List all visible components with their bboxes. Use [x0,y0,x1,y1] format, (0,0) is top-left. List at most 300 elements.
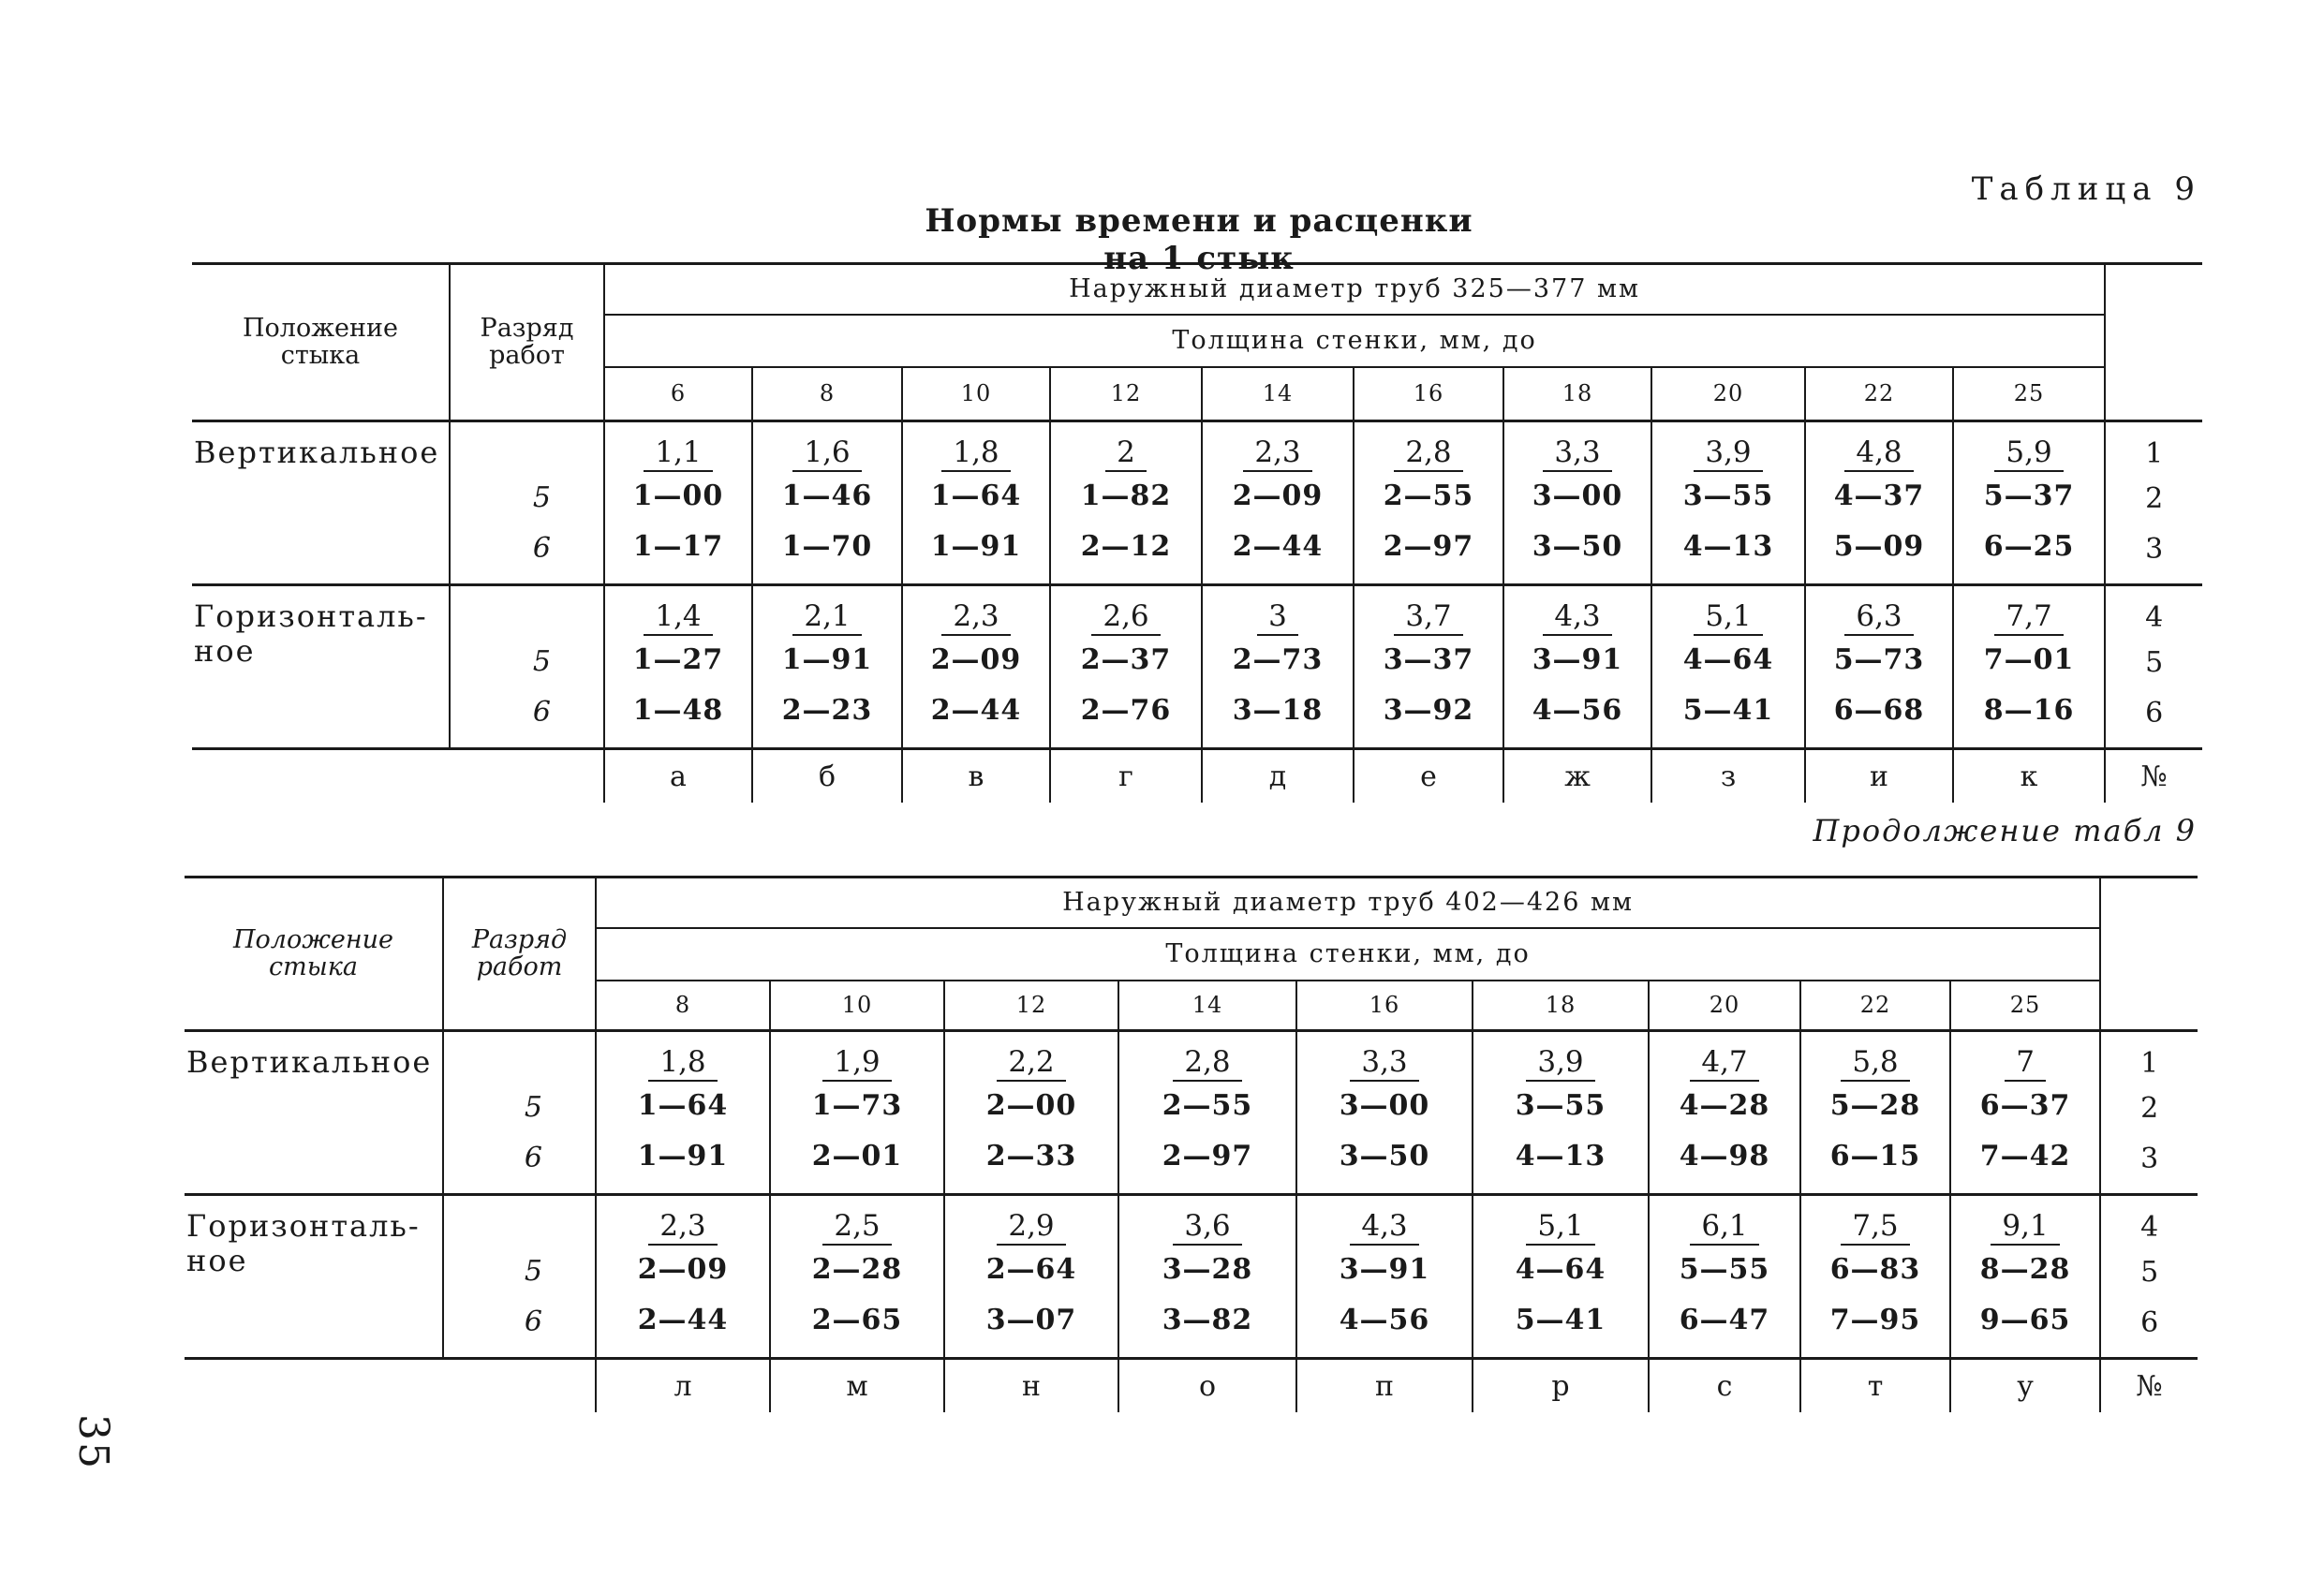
time-norm-value: 3,3 [1543,435,1611,472]
time-norm [605,597,751,635]
time-norm-value: 4,8 [1844,435,1913,472]
price-rank-6: 6—25 [1983,530,2075,563]
time-norm [1297,1207,1472,1245]
time-norm [1354,434,1502,471]
position-line: ное [194,632,256,669]
value-cell [1651,421,1805,585]
time-norm [1354,597,1502,635]
norms-table [185,876,2198,1412]
time-norm-value: 3,6 [1173,1208,1241,1246]
rank-value: 5 [532,645,551,678]
row-number: 4 [2140,1211,2159,1244]
time-norm [1473,1207,1648,1245]
row-number: 5 [2145,646,2164,679]
price-rank-6: 4—56 [1532,694,1623,727]
time-norm-value: 7 [2005,1044,2046,1082]
thickness-cell: 8 [752,367,902,421]
position-line: Горизонталь- [186,1208,421,1244]
row-number: 5 [2140,1256,2159,1289]
time-norm-value: 2,3 [648,1208,717,1246]
time-norm-value: 2,9 [997,1208,1065,1246]
position-line: Вертикальное [194,435,440,470]
time-norm [1806,434,1952,471]
time-norm-value: 2 [1105,435,1147,472]
thickness-cell: 20 [1651,367,1805,421]
time-norm [605,434,751,471]
position-cell [192,585,450,749]
value-cell [944,1031,1118,1195]
time-norm [1504,434,1650,471]
price-rank-6: 6—68 [1833,694,1925,727]
time-norm-value: 2,3 [1243,435,1311,472]
time-norm [1203,434,1353,471]
time-norm [1650,1043,1799,1081]
thickness-cell: 18 [1503,367,1651,421]
thickness-cell: 16 [1354,367,1503,421]
price-rank-6: 2—76 [1080,694,1172,727]
thickness-cell: 12 [944,981,1118,1031]
time-norm-value: 9,1 [1991,1208,2059,1246]
price-rank-6: 8—16 [1983,694,2075,727]
data-row [192,421,2202,585]
time-norm-value: 2,5 [822,1208,891,1246]
price-rank-5: 2—09 [1232,479,1324,512]
time-norm-value: 1,8 [941,435,1010,472]
time-norm-value: 7,7 [1994,598,2063,636]
value-cell [1118,1195,1296,1359]
time-norm [1119,1043,1295,1081]
value-cell [1950,1031,2100,1195]
rank-value: 5 [524,1255,542,1288]
position-cell [185,1031,443,1195]
position-header [192,264,450,421]
time-norm-value: 5,1 [1694,598,1762,636]
column-letter: с [1649,1359,1800,1413]
wall-header: Толщина стенки, мм, до [596,928,2100,981]
price-rank-6: 2—12 [1080,530,1172,563]
time-norm-value: 2,6 [1091,598,1160,636]
price-rank-6: 3—50 [1532,530,1623,563]
value-cell [1800,1031,1950,1195]
row-number: 3 [2140,1143,2159,1175]
value-cell [770,1195,944,1359]
time-norm [1504,597,1650,635]
value-cell [1473,1031,1649,1195]
price-rank-6: 1—91 [930,530,1022,563]
price-rank-5: 6—83 [1829,1253,1921,1286]
header-row [192,264,2202,315]
price-rank-6: 1—91 [637,1140,729,1173]
row-number: 4 [2145,601,2164,634]
price-rank-5: 3—55 [1682,479,1774,512]
price-rank-6: 6—47 [1679,1304,1770,1336]
time-norm [1951,1207,2099,1245]
value-cell [944,1195,1118,1359]
price-rank-5: 2—64 [985,1253,1077,1286]
price-rank-6: 2—44 [930,694,1022,727]
number-sign: № [2105,749,2202,804]
price-rank-5: 1—64 [930,479,1022,512]
price-rank-5: 4—28 [1679,1089,1770,1122]
position-line: Вертикальное [186,1044,433,1080]
value-cell [1651,585,1805,749]
price-rank-6: 1—70 [781,530,873,563]
rank-value: 6 [532,532,551,565]
thickness-cell: 20 [1649,981,1800,1031]
value-cell [902,585,1050,749]
rank-cell [450,585,604,749]
value-cell [1202,585,1354,749]
price-rank-6: 5—09 [1833,530,1925,563]
time-norm-value: 2,8 [1394,435,1462,472]
time-norm-value: 3 [1257,598,1298,636]
page-number: 35 [69,1414,117,1470]
price-rank-5: 1—00 [632,479,724,512]
time-norm [903,434,1049,471]
price-rank-5: 1—46 [781,479,873,512]
price-rank-6: 4—13 [1682,530,1774,563]
price-rank-5: 2—73 [1232,643,1324,676]
position-header-line: стыка [269,951,358,981]
rank-value: 5 [532,481,551,514]
time-norm-value: 4,3 [1350,1208,1418,1246]
position-line: Горизонталь- [194,598,428,634]
rank-value: 6 [524,1142,542,1174]
price-rank-6: 6—15 [1829,1140,1921,1173]
price-rank-5: 5—28 [1829,1089,1921,1122]
price-rank-6: 1—48 [632,694,724,727]
price-rank-5: 1—91 [781,643,873,676]
rank-value: 6 [524,1305,542,1338]
time-norm-value: 5,9 [1994,435,2063,472]
price-rank-5: 7—01 [1983,643,2075,676]
thickness-cell: 14 [1202,367,1354,421]
row-number: 2 [2140,1092,2159,1125]
number-header-blank [2100,878,2198,1031]
value-cell [1118,1031,1296,1195]
row-number-cell [2105,585,2202,749]
value-cell [1649,1195,1800,1359]
column-letter: з [1651,749,1805,804]
price-rank-5: 2—55 [1383,479,1474,512]
thickness-cell: 18 [1473,981,1649,1031]
price-rank-5: 1—64 [637,1089,729,1122]
price-rank-5: 5—73 [1833,643,1925,676]
thickness-cell: 14 [1118,981,1296,1031]
time-norm-value: 3,9 [1694,435,1762,472]
row-number: 1 [2145,437,2164,470]
row-number-cell [2105,421,2202,585]
price-rank-5: 5—37 [1983,479,2075,512]
price-rank-6: 4—98 [1679,1140,1770,1173]
column-letter: г [1050,749,1202,804]
rank-blank [444,1040,542,1083]
time-norm-value: 2,8 [1173,1044,1241,1082]
value-cell [770,1031,944,1195]
table-label: Таблица 9 [1971,170,2201,208]
letters-blank [185,1359,443,1413]
value-cell [604,421,752,585]
row-number: 6 [2145,697,2164,730]
price-rank-6: 1—17 [632,530,724,563]
price-rank-6: 3—50 [1339,1140,1430,1173]
value-cell [1953,421,2105,585]
position-cell [192,421,450,585]
value-cell [1354,421,1503,585]
price-rank-5: 3—37 [1383,643,1474,676]
position-header [185,878,443,1031]
data-row [185,1195,2198,1359]
time-norm [1650,1207,1799,1245]
column-letter: и [1805,749,1953,804]
time-norm [1051,434,1201,471]
thickness-cell: 8 [596,981,770,1031]
diameter-header: Наружный диаметр труб 325—377 мм [604,264,2105,315]
letters-row [185,1359,2198,1413]
price-rank-5: 4—64 [1515,1253,1606,1286]
time-norm [1652,434,1804,471]
value-cell [1050,421,1202,585]
time-norm [945,1043,1118,1081]
time-norm [597,1207,769,1245]
price-rank-6: 2—33 [985,1140,1077,1173]
price-rank-5: 2—00 [985,1089,1077,1122]
time-norm-value: 1,4 [644,598,712,636]
value-cell [1202,421,1354,585]
time-norm [771,1043,943,1081]
time-norm [1652,597,1804,635]
page-title: Нормы времени и расценки на 1 стык [925,202,1473,277]
time-norm-value: 2,3 [941,598,1010,636]
position-cell [185,1195,443,1359]
time-norm [1297,1043,1472,1081]
time-norm [771,1207,943,1245]
time-norm [597,1043,769,1081]
number-sign: № [2100,1359,2198,1413]
value-cell [1800,1195,1950,1359]
time-norm-value: 6,3 [1844,598,1913,636]
number-header-blank [2105,264,2202,421]
value-cell [1805,585,1953,749]
continuation-label: Продолжение табл 9 [1813,813,2197,848]
time-norm-value: 4,3 [1543,598,1611,636]
rank-cell [450,421,604,585]
data-row [185,1031,2198,1195]
price-rank-6: 3—82 [1162,1304,1253,1336]
price-rank-5: 4—37 [1833,479,1925,512]
price-rank-6: 3—92 [1383,694,1474,727]
price-rank-6: 4—13 [1515,1140,1606,1173]
price-rank-5: 3—28 [1162,1253,1253,1286]
value-cell [1296,1195,1473,1359]
position-header-line: стыка [280,340,361,370]
thickness-cell: 10 [770,981,944,1031]
price-rank-5: 8—28 [1979,1253,2071,1286]
rank-blank [444,1203,542,1246]
column-letter: у [1950,1359,2100,1413]
rank-header-line: работ [476,951,563,981]
column-letter: б [752,749,902,804]
column-letter: м [770,1359,944,1413]
thickness-cell: 22 [1800,981,1950,1031]
price-rank-6: 5—41 [1682,694,1774,727]
thickness-cell: 16 [1296,981,1473,1031]
price-rank-5: 3—00 [1339,1089,1430,1122]
rank-header-line: работ [489,340,565,370]
thickness-cell: 10 [902,367,1050,421]
price-rank-5: 5—55 [1679,1253,1770,1286]
price-rank-6: 2—97 [1162,1140,1253,1173]
time-norm-value: 6,1 [1690,1208,1758,1246]
price-rank-6: 3—07 [985,1304,1077,1336]
time-norm [1806,597,1952,635]
norms-table [192,262,2202,803]
data-row [192,585,2202,749]
header-row [185,878,2198,928]
letters-row [192,749,2202,804]
column-letter: а [604,749,752,804]
time-norm [1954,597,2104,635]
time-norm-value: 3,9 [1526,1044,1594,1082]
price-rank-5: 1—27 [632,643,724,676]
time-norm [1203,597,1353,635]
price-rank-6: 9—65 [1979,1304,2071,1336]
price-rank-5: 3—00 [1532,479,1623,512]
column-letter: д [1202,749,1354,804]
column-letter: н [944,1359,1118,1413]
rank-header-line: Разряд [471,925,568,955]
row-number-cell [2100,1031,2198,1195]
time-norm-value: 4,7 [1690,1044,1758,1082]
time-norm [753,434,901,471]
price-rank-5: 2—09 [930,643,1022,676]
price-rank-6: 3—18 [1232,694,1324,727]
wall-header: Толщина стенки, мм, до [604,315,2105,367]
price-rank-5: 3—55 [1515,1089,1606,1122]
rank-header-line: Разряд [480,314,574,344]
column-letter: ж [1503,749,1651,804]
rank-cell [443,1031,596,1195]
price-rank-6: 2—01 [811,1140,903,1173]
time-norm [1051,597,1201,635]
position-line: ное [186,1242,248,1278]
position-header-line: Положение [243,314,398,344]
row-number-cell [2100,1195,2198,1359]
price-rank-5: 3—91 [1532,643,1623,676]
value-cell [1473,1195,1649,1359]
price-rank-5: 4—64 [1682,643,1774,676]
rank-blank [451,430,551,473]
value-cell [1354,585,1503,749]
rank-value: 6 [532,696,551,729]
price-rank-6: 2—44 [1232,530,1324,563]
value-cell [752,421,902,585]
rank-header [450,264,604,421]
price-rank-5: 2—37 [1080,643,1172,676]
time-norm-value: 1,8 [648,1044,717,1082]
value-cell [1950,1195,2100,1359]
price-rank-6: 7—95 [1829,1304,1921,1336]
time-norm-value: 3,7 [1394,598,1462,636]
value-cell [604,585,752,749]
value-cell [596,1195,770,1359]
price-rank-6: 2—97 [1383,530,1474,563]
column-letter: п [1296,1359,1473,1413]
price-rank-6: 4—56 [1339,1304,1430,1336]
rank-value: 5 [524,1091,542,1124]
price-rank-6: 7—42 [1979,1140,2071,1173]
value-cell [902,421,1050,585]
column-letter: к [1953,749,2105,804]
diameter-header: Наружный диаметр труб 402—426 мм [596,878,2100,928]
time-norm [1119,1207,1295,1245]
thickness-cell: 22 [1805,367,1953,421]
thickness-cell: 25 [1953,367,2105,421]
time-norm [1951,1043,2099,1081]
time-norm-value: 1,6 [792,435,861,472]
price-rank-6: 2—44 [637,1304,729,1336]
value-cell [1503,421,1651,585]
time-norm [1801,1043,1949,1081]
value-cell [1953,585,2105,749]
price-rank-5: 6—37 [1979,1089,2071,1122]
column-letter: р [1473,1359,1649,1413]
time-norm-value: 2,1 [792,598,861,636]
time-norm-value: 7,5 [1841,1208,1909,1246]
row-number: 3 [2145,533,2164,566]
thickness-cell: 25 [1950,981,2100,1031]
value-cell [1649,1031,1800,1195]
thickness-cell: 6 [604,367,752,421]
time-norm [903,597,1049,635]
price-rank-6: 2—23 [781,694,873,727]
value-cell [1050,585,1202,749]
price-rank-5: 2—09 [637,1253,729,1286]
letters-blank [443,1359,596,1413]
value-cell [1296,1031,1473,1195]
value-cell [1805,421,1953,585]
column-letter: л [596,1359,770,1413]
row-number: 6 [2140,1306,2159,1339]
column-letter: о [1118,1359,1296,1413]
price-rank-5: 1—73 [811,1089,903,1122]
rank-cell [443,1195,596,1359]
value-cell [752,585,902,749]
time-norm-value: 1,9 [822,1044,891,1082]
time-norm [1954,434,2104,471]
column-letter: в [902,749,1050,804]
time-norm [753,597,901,635]
letters-blank [450,749,604,804]
rank-blank [451,594,551,637]
value-cell [596,1031,770,1195]
time-norm [945,1207,1118,1245]
price-rank-6: 5—41 [1515,1304,1606,1336]
price-rank-5: 2—55 [1162,1089,1253,1122]
time-norm-value: 5,8 [1841,1044,1909,1082]
position-header-line: Положение [232,925,394,955]
time-norm [1473,1043,1648,1081]
column-letter: т [1800,1359,1950,1413]
price-rank-5: 1—82 [1080,479,1172,512]
rank-header [443,878,596,1031]
row-number: 1 [2140,1047,2159,1080]
value-cell [1503,585,1651,749]
price-rank-6: 2—65 [811,1304,903,1336]
price-rank-5: 2—28 [811,1253,903,1286]
column-letter: е [1354,749,1503,804]
time-norm-value: 5,1 [1526,1208,1594,1246]
